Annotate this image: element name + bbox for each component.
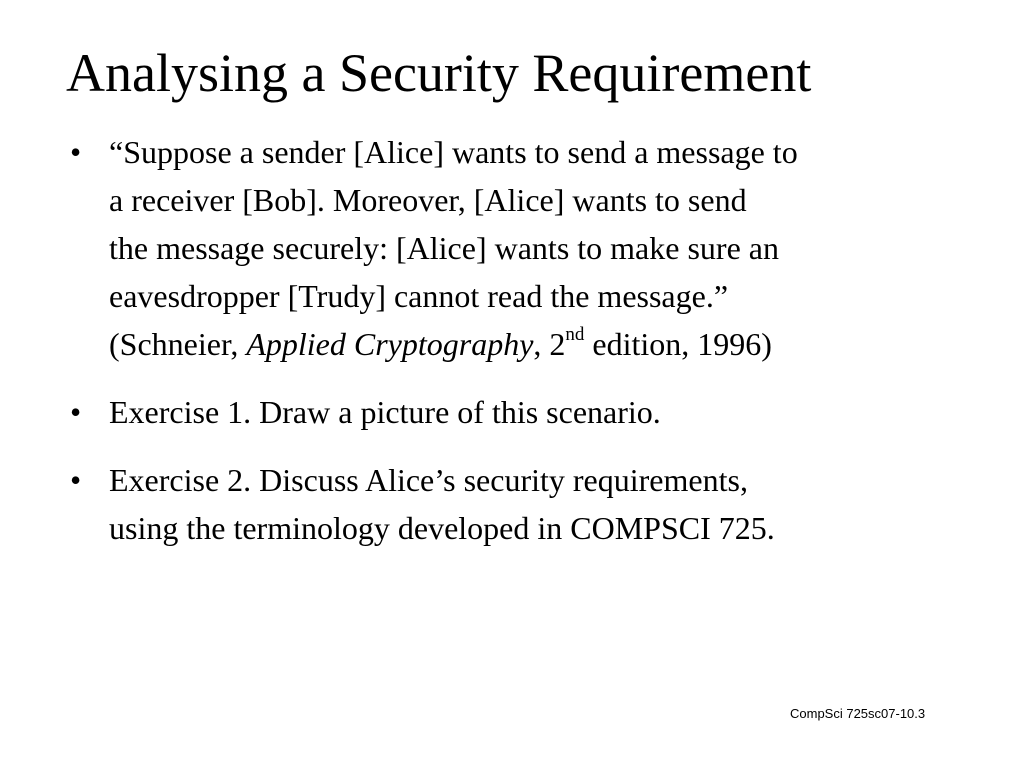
- bullet-marker: •: [70, 394, 82, 430]
- bullet-item-exercise-1: [70, 388, 970, 436]
- edition-suffix: nd: [565, 324, 585, 346]
- citation-rest: edition, 1996): [584, 326, 772, 362]
- citation-prefix: (Schneier,: [109, 326, 247, 362]
- bullet-text: [109, 128, 970, 368]
- exercise-2-line: Exercise 2. Discuss Alice’s security requirements,: [109, 462, 748, 498]
- citation-line: [109, 320, 970, 368]
- slide-footer: CompSci 725sc07-10.3: [790, 706, 926, 721]
- exercise-2-line: using the terminology developed in COMPSCI 725.: [109, 510, 775, 546]
- bullet-item-exercise-2: [70, 456, 970, 552]
- bullet-item-quote: [70, 128, 970, 368]
- bullet-text: [109, 388, 970, 436]
- quote-line: a receiver [Bob]. Moreover, [Alice] wants to send: [109, 182, 747, 218]
- quote-line: the message securely: [Alice] wants to make sure an: [109, 230, 779, 266]
- bullet-marker: •: [70, 462, 82, 498]
- edition-number: 2: [549, 326, 566, 362]
- bullet-text: [109, 456, 970, 552]
- quote-line: “Suppose a sender [Alice] wants to send a message to: [109, 134, 798, 170]
- quote-line: eavesdropper [Trudy] cannot read the message.”: [109, 278, 729, 314]
- citation-comma: ,: [533, 326, 550, 362]
- bullet-marker: •: [70, 134, 82, 170]
- slide-title: Analysing a Security Requirement: [66, 43, 812, 103]
- bullet-list: [70, 128, 970, 552]
- exercise-1-line: Exercise 1. Draw a picture of this scenario.: [109, 394, 661, 430]
- book-title: Applied Cryptography: [246, 326, 534, 362]
